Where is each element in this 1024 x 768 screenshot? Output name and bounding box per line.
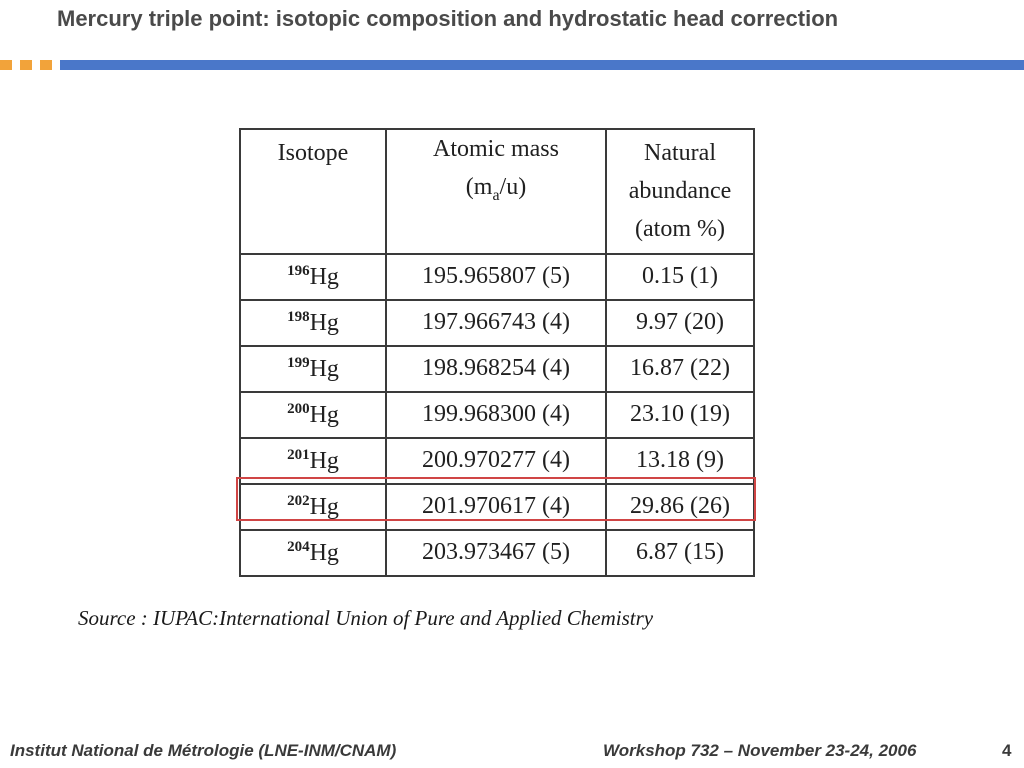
mass-number: 204 (287, 538, 310, 555)
accent-square (40, 60, 52, 70)
header-atomic-mass-unit (387, 168, 605, 215)
mass-unit-sub: a (492, 186, 500, 204)
header-isotope (240, 129, 386, 254)
header-isotope-label: Isotope (277, 140, 349, 167)
element-symbol: Hg (309, 447, 339, 474)
abundance-cell: 0.15 (1) (606, 254, 754, 300)
atomic-mass-cell: 200.970277 (4) (386, 438, 606, 484)
isotope-cell (240, 530, 386, 576)
mass-number: 198 (287, 308, 310, 325)
header-natural-abundance (606, 129, 754, 254)
page-number: 4 (1002, 741, 1012, 760)
isotope-cell (240, 300, 386, 346)
atomic-mass-cell: 203.973467 (5) (386, 530, 606, 576)
abundance-cell: 9.97 (20) (606, 300, 754, 346)
mass-unit-close: /u) (499, 174, 527, 200)
abundance-cell: 6.87 (15) (606, 530, 754, 576)
mass-number: 196 (287, 262, 310, 279)
abundance-cell: 16.87 (22) (606, 346, 754, 392)
mass-number: 201 (287, 446, 310, 463)
abundance-cell: 29.86 (26) (606, 484, 754, 530)
source-citation: Source : IUPAC:International Union of Pure and Applied Chemistry (78, 606, 654, 630)
element-symbol: Hg (309, 309, 339, 336)
accent-square (20, 60, 32, 70)
footer-event: Workshop 732 – November 23-24, 2006 (603, 741, 917, 760)
table-row (240, 254, 754, 300)
isotope-cell (240, 254, 386, 300)
header-abundance-line2: abundance (628, 178, 732, 205)
header-abundance-line1: Natural (644, 140, 716, 167)
mass-number: 202 (287, 492, 310, 509)
atomic-mass-cell: 195.965807 (5) (386, 254, 606, 300)
table-body (240, 254, 754, 576)
mass-number: 199 (287, 354, 310, 371)
table-header-row (240, 129, 754, 254)
table-row (240, 346, 754, 392)
header-atomic-mass-label: Atomic mass (433, 136, 559, 162)
abundance-cell: 23.10 (19) (606, 392, 754, 438)
mass-number: 200 (287, 400, 310, 417)
isotope-cell (240, 346, 386, 392)
table-row (240, 530, 754, 576)
element-symbol: Hg (309, 539, 339, 566)
element-symbol: Hg (309, 401, 339, 428)
element-symbol: Hg (309, 355, 339, 382)
header-abundance-line3: (atom %) (635, 216, 725, 243)
isotope-cell (240, 392, 386, 438)
table-row (240, 300, 754, 346)
slide-title: Mercury triple point: isotopic composition and hydrostatic head correction (57, 6, 839, 31)
mass-unit-open: (m (465, 174, 493, 200)
header-atomic-mass (386, 129, 606, 254)
accent-square (0, 60, 12, 70)
atomic-mass-cell: 197.966743 (4) (386, 300, 606, 346)
element-symbol: Hg (309, 263, 339, 290)
highlight-box (236, 477, 756, 521)
atomic-mass-cell: 201.970617 (4) (386, 484, 606, 530)
atomic-mass-cell: 199.968300 (4) (386, 392, 606, 438)
atomic-mass-cell: 198.968254 (4) (386, 346, 606, 392)
footer-institution: Institut National de Métrologie (LNE-INM/CNAM) (10, 741, 397, 760)
element-symbol: Hg (309, 493, 339, 520)
abundance-cell: 13.18 (9) (606, 438, 754, 484)
accent-bar (60, 60, 1024, 70)
table-row (240, 392, 754, 438)
